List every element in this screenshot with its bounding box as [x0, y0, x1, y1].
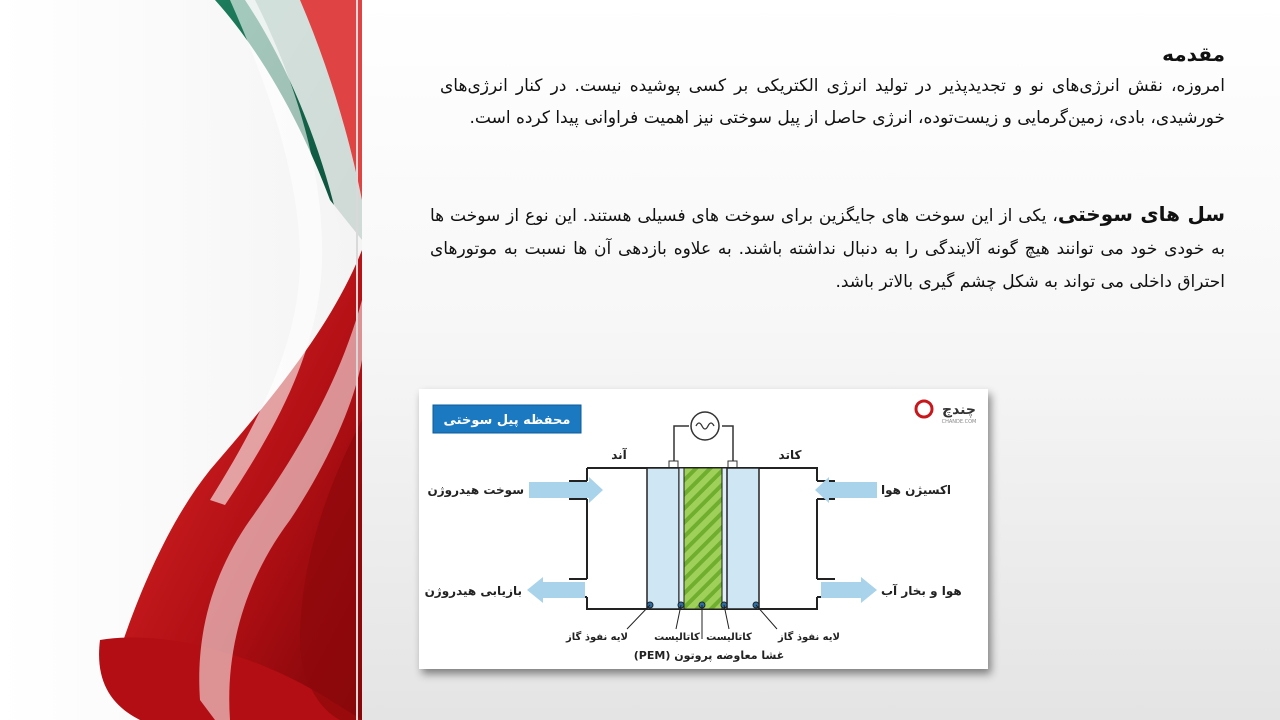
meter-icon [691, 412, 719, 440]
logo-sub: CHANDE.COM [941, 419, 977, 425]
air-water-vapor-label: هوا و بخار آب [881, 584, 962, 598]
hydrogen-out-arrow [527, 577, 585, 603]
pem-membrane [684, 468, 722, 609]
membrane-label: (PEM) غشا معاوضه پروتون [633, 649, 785, 662]
catalyst-label-right: کاتالیست [706, 632, 752, 643]
hydrogen-recovery-label: بازیابی هیدروژن [424, 584, 522, 598]
cathode-label: کاتد [778, 448, 802, 462]
anode-label: آند [611, 448, 627, 462]
fuel-cells-paragraph: ، یکی از این سوخت های جایگزین برای سوخت های فسیلی هستند. این نوع از سوخت ها به خودی خود می توانند هیچ گونه آلایندگی را به دنبال نداشته باشند. به علاوه بازدهی آن ها نسبت به موتورهای احتراق داخلی می تواند به شکل چشم گیری بالاتر باشد. [430, 206, 1225, 292]
diagram-title: محفظه پیل سوختی [443, 413, 571, 428]
air-out-arrow [821, 577, 877, 603]
gas-diffusion-label-right: لایه نفوذ گاز [778, 632, 840, 643]
gas-diffusion-layer-left [647, 468, 679, 609]
oxygen-air-label: اکسیژن هوا [881, 483, 952, 497]
fuel-cells-lead: سل های سوختی [1057, 202, 1226, 226]
gas-diffusion-layer-right [727, 468, 759, 609]
catalyst-layer-left [679, 468, 684, 609]
intro-paragraph: امروزه، نقش انرژی‌های نو و تجدیدپذیر در تولید انرژی الکتریکی بر کسی پوشیده نیست. در کنار انرژی‌های خورشیدی، بادی، زمین‌گرمایی و زیست‌توده، انرژی حاصل از پیل سوختی نیز اهمیت فراوانی پیدا کرده است. [440, 76, 1225, 128]
gas-diffusion-label-left: لایه نفوذ گاز [566, 632, 628, 643]
intro-heading: مقدمه [1162, 42, 1225, 66]
fuel-cells-section [430, 198, 1225, 299]
hydrogen-in-arrow [529, 477, 603, 503]
catalyst-label-left: کاتالیست [654, 632, 700, 643]
fuel-cell-diagram [419, 389, 988, 669]
logo-text: چندچ [942, 402, 976, 418]
intro-section [440, 38, 1225, 134]
hydrogen-fuel-label: سوخت هیدروژن [427, 483, 524, 497]
decorative-ribbon [0, 0, 362, 720]
logo-icon [916, 401, 976, 425]
